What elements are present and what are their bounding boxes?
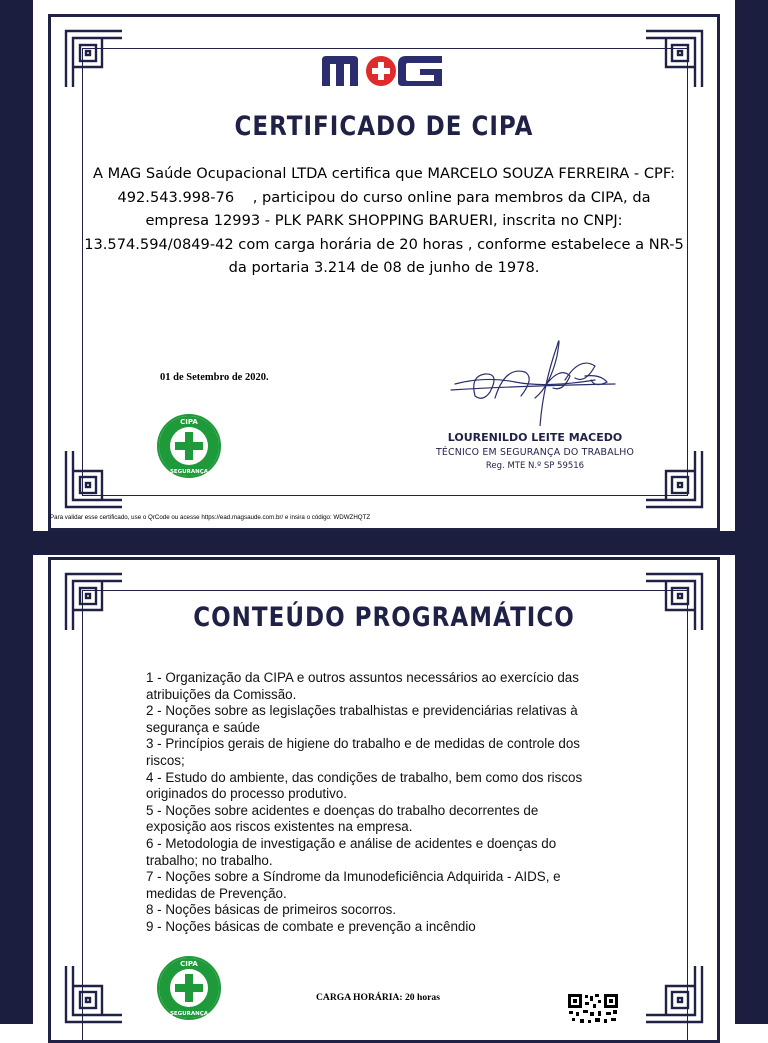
ornament-corner-icon — [64, 449, 124, 509]
list-item: 9 - Noções básicas de combate e prevenção a incêndio — [146, 918, 476, 934]
workload-label: CARGA HORÁRIA: 20 horas — [316, 992, 440, 1003]
list-item: 5 - Noções sobre acidentes e doenças do trabalho decorrentes de — [146, 802, 539, 818]
ornament-corner-icon — [644, 964, 704, 1024]
list-item: 7 - Noções sobre a Síndrome da Imunodeficiência Adquirida - AIDS, e — [146, 869, 561, 885]
handwritten-signature — [445, 326, 625, 426]
list-item: originados do processo produtivo. — [146, 786, 347, 802]
badge-top-text: CIPA — [180, 418, 198, 426]
list-item: segurança e saúde — [146, 719, 260, 735]
certificate-body-line: 492.543.998-76 , participou do curso online para membros da CIPA, da — [117, 188, 651, 206]
certificate-body-line: da portaria 3.214 de 08 de junho de 1978. — [228, 259, 540, 276]
certificate-title: CERTIFICADO DE CIPA — [234, 112, 534, 142]
list-item: exposição aos riscos existentes na empresa. — [146, 819, 413, 835]
ornament-corner-icon — [64, 964, 124, 1024]
ornament-corner-icon — [644, 29, 704, 89]
page-separator — [33, 531, 735, 555]
right-dark-band — [735, 0, 768, 1024]
signer-name: LOURENILDO LEITE MACEDO — [447, 431, 623, 444]
badge-bottom-text: SEGURANÇA — [169, 469, 209, 475]
mag-logo — [320, 54, 444, 88]
list-item: atribuições da Comissão. — [146, 686, 297, 702]
signer-role: TÉCNICO EM SEGURANÇA DO TRABALHO — [435, 447, 635, 458]
list-item: riscos; — [146, 752, 185, 768]
list-item: 1 - Organização da CIPA e outros assuntos necessários ao exercício das — [146, 670, 579, 685]
list-item: 2 - Noções sobre as legislações trabalhistas e previdenciárias relativas à — [146, 703, 578, 719]
certificate-date: 01 de Setembro de 2020. — [160, 372, 269, 383]
validation-note: Para validar esse certificado, use o QrCode ou acesse https://ead.magsaude.com.br/ e insira o código: WDWZHQTZ — [50, 514, 371, 521]
list-item: medidas de Prevenção. — [146, 885, 287, 901]
program-title: CONTEÚDO PROGRAMÁTICO — [193, 603, 575, 633]
ornament-corner-icon — [64, 29, 124, 89]
list-item: trabalho; no trabalho. — [146, 852, 273, 868]
cipa-safety-badge-icon — [156, 955, 222, 1021]
badge-top-text: CIPA — [180, 960, 198, 968]
list-item: 3 - Princípios gerais de higiene do trabalho e de medidas de controle dos — [146, 736, 580, 752]
certificate-body-line: A MAG Saúde Ocupacional LTDA certifica que MARCELO SOUZA FERREIRA - CPF: — [92, 165, 676, 182]
ornament-corner-icon — [644, 449, 704, 509]
qr-code-icon[interactable] — [568, 994, 618, 1024]
list-item: 4 - Estudo do ambiente, das condições de trabalho, bem como dos riscos — [146, 769, 583, 785]
cipa-safety-badge-icon — [156, 413, 222, 479]
list-item: 8 - Noções básicas de primeiros socorros. — [146, 902, 397, 918]
list-item: 6 - Metodologia de investigação e análise de acidentes e doenças do — [146, 835, 557, 851]
certificate-body-line: 13.574.594/0849-42 com carga horária de 20 horas , conforme estabelece a NR-5 — [84, 235, 684, 253]
program-content-list — [146, 670, 636, 936]
left-dark-band — [0, 0, 33, 1024]
badge-bottom-text: SEGURANÇA — [169, 1011, 209, 1017]
certificate-body-line: empresa 12993 - PLK PARK SHOPPING BARUERI, inscrita no CNPJ: — [145, 212, 623, 229]
certificate-body — [70, 162, 698, 280]
signer-registration: Reg. MTE N.º SP 59516 — [485, 461, 585, 471]
